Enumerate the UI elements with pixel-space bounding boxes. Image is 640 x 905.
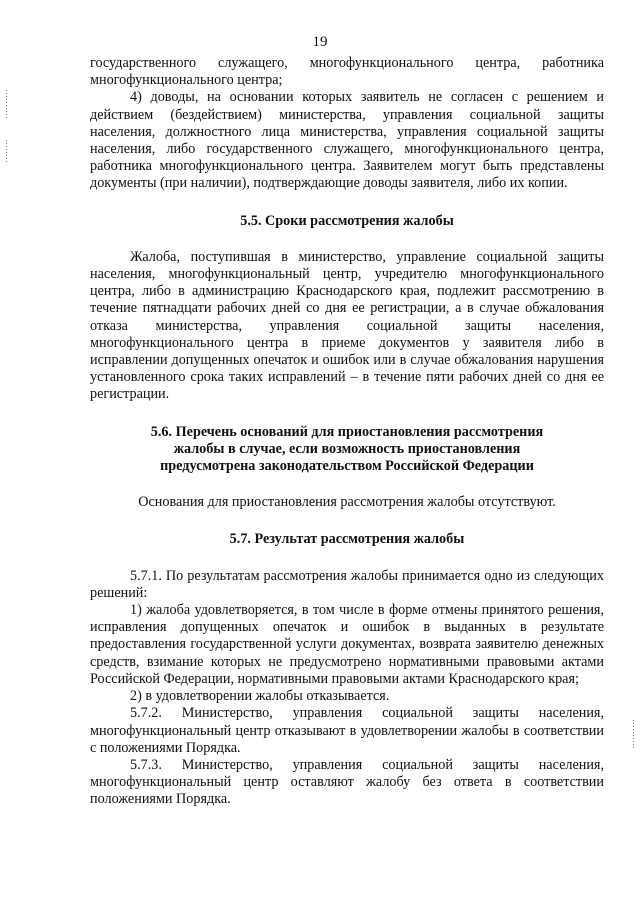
document-body — [90, 55, 604, 809]
scan-margin-mark-right — [633, 720, 634, 750]
section-5-7-item-1: 1) жалоба удовлетворяется, в том числе в форме отмены принятого решения, исправления допущенных опечаток и ошибок в выданных в результате предоставления государственной услуги документах, возврата заявителю денежных средств, взимание которых не предусмотрено нормативными правовыми актами Российской Федерации, нормативными правовыми актами Краснодарского края; — [90, 602, 604, 687]
paragraph-continuation: государственного служащего, многофункционального центра, работника многофункционального центра; — [90, 55, 604, 89]
section-5-6-heading-line-2: жалобы в случае, если возможность приостановления — [173, 440, 521, 457]
scan-margin-mark-left-lower — [6, 140, 7, 162]
section-5-6-text: Основания для приостановления рассмотрения жалобы отсутствуют. — [138, 494, 556, 511]
section-5-7-3-text: 5.7.3. Министерство, управления социальной защиты населения, многофункциональный центр оставляют жалобу без ответа в соответствии положениями Порядка. — [90, 756, 604, 808]
paragraph-item-4: 4) доводы, на основании которых заявитель не согласен с решением и действием (бездействием) министерства, управления социальной защиты населения, должностного лица министерства, управления социальной защиты населения, либо государственного служащего, многофункционального центра, работника многофункционального центра. Заявителем могут быть представлены документы (при наличии), подтверждающие доводы заявителя, либо их копии. — [90, 89, 604, 192]
section-5-7-1-text: 5.7.1. По результатам рассмотрения жалобы принимается одно из следующих решений: — [90, 567, 604, 601]
section-5-7-2-text: 5.7.2. Министерство, управления социальной защиты населения, многофункциональный центр отказывают в удовлетворении жалобы в соответствии с положениями Порядка. — [90, 705, 604, 756]
section-5-5-heading: 5.5. Сроки рассмотрения жалобы — [240, 212, 454, 229]
section-5-7-heading: 5.7. Результат рассмотрения жалобы — [229, 531, 465, 548]
section-5-7-item-2: 2) в удовлетворении жалобы отказывается. — [130, 688, 390, 705]
section-5-6-heading-line-1: 5.6. Перечень оснований для приостановления рассмотрения — [150, 423, 544, 440]
page-number: 19 — [312, 34, 328, 50]
section-5-6-heading-line-3: предусмотрена законодательством Российской Федерации — [160, 458, 534, 475]
scan-margin-mark-left — [6, 90, 7, 118]
section-5-5-text: Жалоба, поступившая в министерство, управление социальной защиты населения, многофункциональный центр, учредителю многофункционального центра, либо в администрацию Краснодарского края, подлежит рассмотрению в течение пятнадцати рабочих дней со дня ее регистрации, а в случае обжалования отказа министерства, управления социальной защиты населения, многофункционального центра в приеме документов у заявителя либо в исправлении допущенных опечаток и ошибок или в случае обжалования нарушения установленного срока таких исправлений – в течение пяти рабочих дней со дня ее регистрации. — [90, 248, 604, 403]
